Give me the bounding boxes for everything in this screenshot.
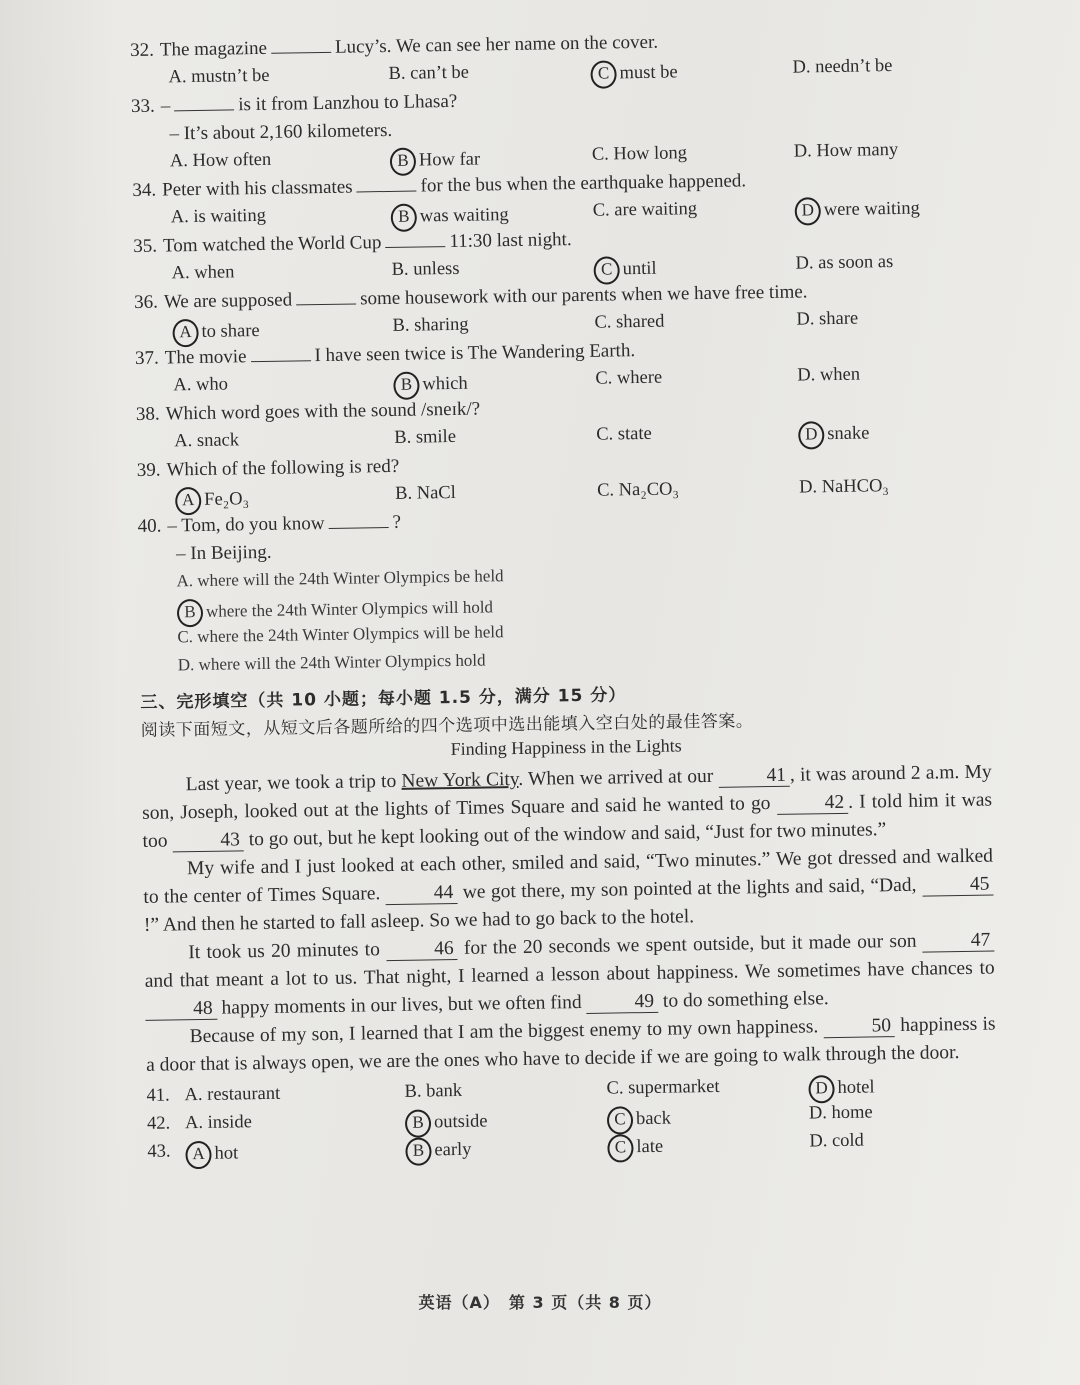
cloze43-option-2 bbox=[607, 1134, 663, 1163]
option-text: when bbox=[815, 364, 861, 386]
question-number: 33. bbox=[130, 95, 155, 117]
cloze43-option-1 bbox=[405, 1137, 471, 1166]
question-stem-before: Which word goes with the sound /sneɪk/? bbox=[165, 398, 481, 425]
option-letter: B. bbox=[392, 315, 410, 336]
q34-option-2 bbox=[593, 199, 698, 222]
q33-option-2 bbox=[592, 143, 687, 165]
q36-option-1 bbox=[392, 315, 468, 337]
option-text: cold bbox=[827, 1130, 865, 1152]
q35-option-2 bbox=[593, 256, 656, 285]
question-40-options bbox=[138, 559, 990, 684]
option-letter: D. bbox=[798, 477, 818, 498]
question-stem-after: ? bbox=[392, 511, 402, 533]
text-run: we got there, my son pointed at the lights and said, “Dad, bbox=[457, 874, 923, 903]
option-text: where will the 24th Winter Olympics hold bbox=[194, 650, 486, 675]
q32-option-3 bbox=[792, 56, 892, 79]
question-stem-before: Tom watched the World Cup bbox=[162, 232, 382, 257]
option-letter: D. bbox=[808, 1103, 828, 1124]
text-run: happiness is a door that is always open, we are the ones who have to decide if we are going to walk through the door. bbox=[145, 1013, 996, 1076]
option-letter: C. bbox=[596, 424, 614, 445]
blank-42: 42 bbox=[776, 793, 848, 815]
q39-option-2 bbox=[597, 479, 679, 501]
option-text: is waiting bbox=[188, 205, 267, 228]
circled-option-letter: B bbox=[405, 1137, 431, 1165]
option-text: smile bbox=[411, 426, 457, 448]
option-text: needn’t be bbox=[810, 56, 893, 78]
option-letter: B. bbox=[404, 1081, 422, 1102]
option-text: was waiting bbox=[419, 205, 509, 227]
cloze41-option-1 bbox=[404, 1081, 462, 1103]
circled-option-letter: C bbox=[590, 60, 616, 88]
q36-option-3 bbox=[796, 309, 858, 331]
option-text: How many bbox=[811, 139, 899, 162]
circled-option-letter: D bbox=[808, 1075, 834, 1103]
option-letter: B. bbox=[391, 259, 409, 280]
option-text: snack bbox=[192, 430, 240, 452]
option-text: to share bbox=[201, 321, 260, 342]
option-text: which bbox=[422, 373, 468, 395]
question-stem-before: The magazine bbox=[159, 37, 268, 61]
q35-option-3 bbox=[795, 252, 893, 275]
q32-option-1 bbox=[388, 63, 469, 85]
passage-paragraph-2 bbox=[143, 843, 994, 940]
option-letter: D. bbox=[796, 309, 815, 330]
text-run: It took us 20 minutes to bbox=[188, 939, 387, 964]
option-text: Fe₂O₃ bbox=[204, 489, 250, 510]
option-letter: D. bbox=[793, 141, 812, 162]
option-text: hotel bbox=[837, 1077, 875, 1099]
passage-paragraph-1 bbox=[141, 759, 992, 856]
cloze42-option-1 bbox=[405, 1109, 488, 1138]
question-number: 36. bbox=[133, 291, 159, 313]
circled-option-letter: C bbox=[593, 256, 619, 284]
option-text: snake bbox=[827, 423, 870, 445]
circled-option-letter: B bbox=[393, 371, 419, 399]
option-text: NaHCO₃ bbox=[816, 476, 889, 498]
q34-option-1 bbox=[391, 202, 509, 232]
cloze-number: 41. bbox=[146, 1085, 170, 1106]
option-text: state bbox=[613, 423, 652, 445]
question-stem-after: for the bus when the earthquake happened. bbox=[420, 170, 747, 197]
q37-option-2 bbox=[595, 368, 662, 390]
q38-option-0 bbox=[174, 430, 239, 452]
passage-paragraph-4 bbox=[145, 1011, 996, 1080]
blank-44: 44 bbox=[386, 883, 458, 905]
option-letter: D. bbox=[792, 57, 811, 78]
option-text: shared bbox=[611, 311, 665, 333]
option-text: Na₂CO₃ bbox=[613, 479, 680, 501]
option-text: mustn’t be bbox=[186, 65, 270, 88]
cloze41-option-2 bbox=[606, 1077, 719, 1100]
question-stem-before: We are supposed bbox=[163, 289, 293, 313]
q32-option-0 bbox=[168, 66, 269, 89]
text-run: to do something else. bbox=[657, 988, 829, 1012]
option-text: How long bbox=[608, 143, 688, 165]
q39-option-0 bbox=[175, 486, 249, 515]
answer-blank bbox=[356, 177, 416, 193]
question-stem-after: I have seen twice is The Wandering Earth. bbox=[314, 340, 636, 367]
option-text: late bbox=[636, 1136, 664, 1158]
option-text: until bbox=[622, 258, 657, 280]
option-letter: B. bbox=[394, 427, 412, 448]
circled-option-letter: A bbox=[175, 487, 201, 515]
text-run: and that meant a lot to us. That night, I learned a lesson about happiness. We sometimes have chances to bbox=[144, 957, 995, 992]
underlined-city: New York City bbox=[401, 768, 519, 792]
cloze42-option-2 bbox=[607, 1106, 671, 1135]
text-run: to go out, but he kept looking out of the window and said, “Just for two minutes.” bbox=[243, 819, 887, 851]
option-text: share bbox=[814, 308, 859, 330]
passage-paragraph-3 bbox=[144, 927, 995, 1024]
option-letter: A. bbox=[184, 1112, 204, 1134]
q32-option-2 bbox=[590, 59, 678, 88]
option-text: who bbox=[191, 374, 229, 396]
text-run: Last year, we took a trip to bbox=[185, 770, 402, 796]
text-run: !” And then he started to fall asleep. So we had to go back to the hotel. bbox=[143, 906, 695, 936]
option-text: hot bbox=[214, 1143, 239, 1164]
option-text: are waiting bbox=[609, 199, 698, 221]
question-stem-before: Peter with his classmates bbox=[161, 176, 353, 201]
question-number: 38. bbox=[135, 403, 160, 425]
option-letter: C. bbox=[594, 312, 612, 333]
option-text: early bbox=[434, 1139, 472, 1161]
passage-title: Finding Happiness in the Lights bbox=[450, 735, 682, 760]
option-letter: D. bbox=[795, 253, 814, 274]
circled-option-letter: A bbox=[185, 1141, 211, 1169]
q37-option-1 bbox=[393, 371, 468, 400]
q37-option-3 bbox=[797, 365, 860, 387]
option-text: back bbox=[635, 1108, 672, 1130]
option-letter: A. bbox=[173, 375, 192, 396]
option-letter: A. bbox=[168, 67, 187, 88]
q37-option-0 bbox=[173, 375, 228, 397]
question-number: 35. bbox=[133, 235, 158, 257]
question-33 bbox=[131, 83, 982, 180]
cloze41-option-0 bbox=[184, 1084, 280, 1106]
multiple-choice-list bbox=[130, 27, 987, 516]
q33-option-1 bbox=[390, 147, 481, 176]
blank-45: 45 bbox=[922, 875, 994, 897]
question-stem-before: The movie bbox=[164, 346, 247, 369]
answer-blank bbox=[385, 232, 445, 248]
question-stem-after: Lucy’s. We can see her name on the cover. bbox=[334, 31, 659, 58]
option-text: restaurant bbox=[202, 1083, 281, 1105]
text-run: , it was around 2 a.m. My son, Joseph, looked out at the lights of Times Square and said he wanted to go bbox=[141, 761, 992, 824]
question-number: 37. bbox=[134, 347, 159, 369]
text-run: . When we arrived at our bbox=[518, 765, 719, 790]
answer-blank bbox=[250, 346, 310, 362]
option-letter: A. bbox=[184, 1084, 203, 1106]
question-reply: – In Beijing. bbox=[175, 541, 272, 565]
cloze-number: 42. bbox=[146, 1113, 171, 1134]
option-text: unless bbox=[408, 258, 460, 280]
cloze42-option-0 bbox=[185, 1112, 252, 1134]
blank-46: 46 bbox=[386, 939, 458, 961]
q33-option-3 bbox=[794, 140, 899, 163]
q35-option-0 bbox=[172, 262, 235, 284]
q38-option-3 bbox=[798, 420, 870, 449]
page-content bbox=[130, 27, 998, 1170]
q38-option-1 bbox=[394, 427, 456, 449]
q39-option-1 bbox=[395, 483, 456, 505]
option-letter: A. bbox=[169, 151, 189, 172]
text-run: . I told him it was too bbox=[142, 789, 993, 852]
option-text: sharing bbox=[409, 314, 469, 336]
question-number: 34. bbox=[132, 179, 157, 201]
circled-option-letter: D bbox=[795, 197, 821, 225]
q36-option-2 bbox=[594, 312, 664, 334]
q35-option-1 bbox=[391, 259, 459, 281]
circled-option-letter: C bbox=[607, 1106, 633, 1134]
option-text: home bbox=[826, 1102, 873, 1124]
option-letter: A. bbox=[170, 207, 189, 228]
option-text: can’t be bbox=[405, 62, 470, 84]
option-text: bank bbox=[421, 1080, 463, 1102]
q39-option-3 bbox=[799, 476, 889, 498]
q34-option-3 bbox=[795, 196, 920, 226]
option-letter: C. bbox=[606, 1078, 624, 1099]
option-letter: A. bbox=[176, 571, 194, 591]
option-letter: C. bbox=[591, 144, 609, 165]
circled-option-letter: B bbox=[390, 148, 416, 176]
circled-option-letter: C bbox=[607, 1134, 633, 1162]
section-title: 三、完形填空（共 10 小题；每小题 1.5 分，满分 15 分） bbox=[140, 685, 627, 713]
circled-option-letter: A bbox=[172, 319, 198, 347]
answer-blank bbox=[296, 289, 356, 305]
option-text: How far bbox=[418, 149, 481, 171]
answer-blank bbox=[174, 95, 234, 111]
answer-blank bbox=[271, 38, 331, 54]
option-letter: D. bbox=[809, 1131, 828, 1152]
question-stem-before: – bbox=[160, 95, 171, 117]
question-number: 32. bbox=[130, 39, 155, 61]
blank-49: 49 bbox=[586, 992, 658, 1014]
option-text: outside bbox=[433, 1111, 488, 1133]
cloze-number: 43. bbox=[147, 1141, 171, 1162]
circled-option-letter: B bbox=[405, 1109, 431, 1137]
cloze43-option-3 bbox=[809, 1131, 864, 1153]
cloze41-option-3 bbox=[808, 1074, 874, 1103]
option-letter: A. bbox=[174, 431, 193, 452]
text-run: Because of my son, I learned that I am the biggest enemy to my own happiness. bbox=[189, 1016, 824, 1048]
option-text: NaCl bbox=[411, 482, 456, 504]
question-40 bbox=[137, 503, 990, 684]
question-reply: – It’s about 2,160 kilometers. bbox=[169, 119, 393, 145]
option-text: where will the 24th Winter Olympics be held bbox=[192, 566, 504, 591]
blank-43: 43 bbox=[172, 830, 244, 852]
text-run: My wife and I just looked at each other, smiled and said, “Two minutes.” We got dressed and walked to the center of Times Square. bbox=[143, 845, 994, 908]
option-letter: D. bbox=[797, 365, 816, 386]
option-text: where the 24th Winter Olympics will hold bbox=[205, 597, 494, 621]
option-text: supermarket bbox=[623, 1076, 720, 1099]
option-text: where the 24th Winter Olympics will be held bbox=[192, 622, 504, 647]
answer-blank bbox=[328, 513, 388, 529]
blank-41: 41 bbox=[718, 766, 790, 788]
option-text: when bbox=[189, 262, 235, 284]
option-text: as soon as bbox=[813, 252, 894, 274]
option-text: must be bbox=[619, 62, 678, 84]
option-letter: B. bbox=[395, 483, 413, 504]
question-stem-after: some housework with our parents when we have free time. bbox=[359, 281, 808, 310]
section-instruction: 阅读下面短文，从短文后各题所给的四个选项中选出能填入空白处的最佳答案。 bbox=[140, 711, 754, 741]
option-letter: C. bbox=[177, 627, 194, 647]
text-run: happy moments in our lives, but we often find bbox=[216, 991, 587, 1019]
text-run: for the 20 seconds we spent outside, but it made our son bbox=[457, 930, 923, 959]
question-number: 39. bbox=[136, 459, 161, 481]
option-text: inside bbox=[202, 1112, 252, 1133]
q33-option-0 bbox=[170, 150, 272, 173]
question-number: 40. bbox=[137, 515, 162, 537]
circled-option-letter: B bbox=[391, 204, 417, 232]
cloze42-option-3 bbox=[809, 1102, 873, 1124]
option-letter: A. bbox=[171, 263, 190, 284]
question-stem-after: 11:30 last night. bbox=[449, 229, 572, 253]
page-footer: 英语（A） 第 3 页（共 8 页） bbox=[418, 1293, 662, 1312]
question-stem-before: – Tom, do you know bbox=[167, 513, 325, 537]
circled-option-letter: D bbox=[798, 421, 824, 449]
q36-option-0 bbox=[172, 318, 259, 347]
option-text: were waiting bbox=[823, 198, 920, 221]
blank-48: 48 bbox=[145, 999, 217, 1021]
option-text: where bbox=[612, 367, 663, 389]
blank-47: 47 bbox=[923, 931, 995, 953]
circled-option-letter: B bbox=[177, 599, 203, 627]
q34-option-0 bbox=[171, 206, 266, 228]
blank-50: 50 bbox=[823, 1016, 895, 1038]
option-letter: C. bbox=[596, 480, 615, 501]
question-stem-after: is it from Lanzhou to Lhasa? bbox=[238, 90, 458, 116]
cloze-options-list bbox=[146, 1073, 997, 1170]
option-letter: C. bbox=[595, 368, 613, 389]
question-stem-before: Which of the following is red? bbox=[166, 455, 400, 481]
option-letter: B. bbox=[388, 63, 406, 84]
q38-option-2 bbox=[596, 424, 652, 446]
cloze43-option-0 bbox=[185, 1140, 238, 1169]
option-letter: D. bbox=[177, 655, 195, 675]
option-text: How often bbox=[187, 149, 272, 172]
option-letter: C. bbox=[592, 200, 610, 221]
